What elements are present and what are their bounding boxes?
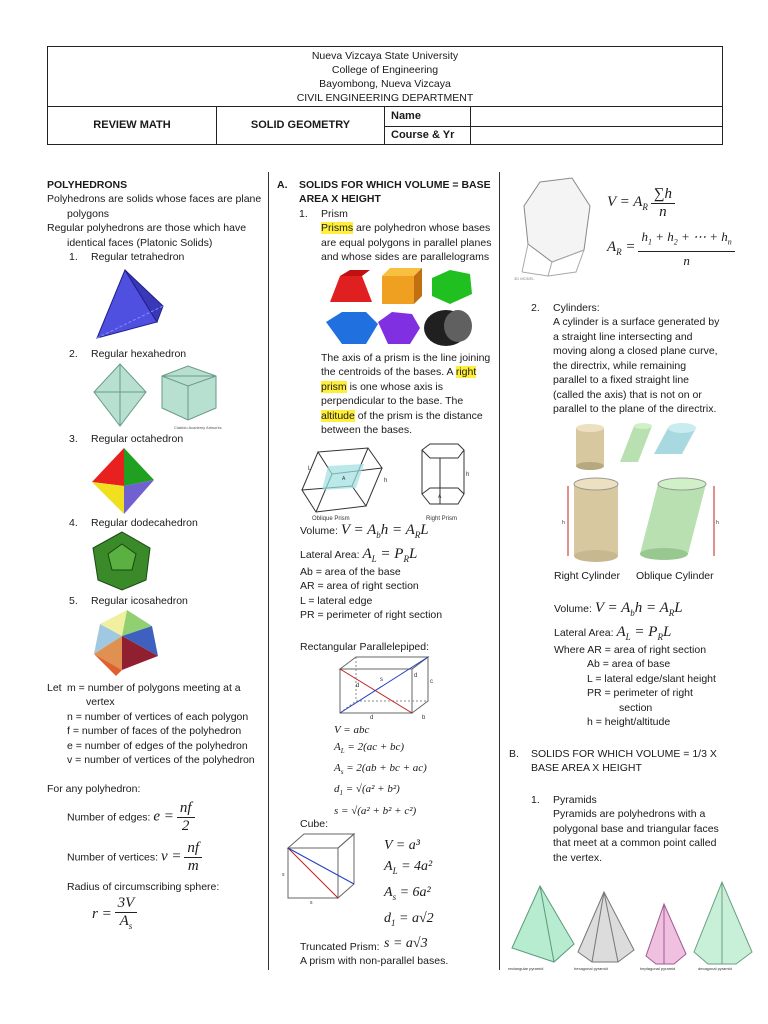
svg-text:Oblique Prism: Oblique Prism: [312, 516, 350, 522]
pyramid-section: 1. Pyramids Pyramids are polyhedrons with a polygonal base and triangular faces that meet at a common point called the vertex.: [531, 794, 719, 864]
svg-text:d: d: [370, 715, 374, 721]
cube-formulas: V = a³ $A_L = 4a^2$ $A_s = 6a^2$ $d_1 = a√2$ s = a√3: [384, 838, 434, 952]
svg-text:h: h: [384, 478, 388, 484]
tetrahedron-image: [95, 268, 165, 342]
right-cylinder-caption: Right Cylinder: [554, 570, 620, 582]
course-label: Course & Yr: [391, 129, 455, 142]
list-item: 5. Regular icosahedron: [69, 595, 188, 607]
hex-caption: Clabido Academy Artworks: [174, 425, 222, 430]
university-name: Nueva Vizcaya State University: [311, 50, 459, 62]
dodecahedron-image: [90, 530, 154, 592]
svg-text:L: L: [308, 466, 312, 472]
svg-text:s: s: [282, 872, 285, 878]
cylinder-lateral-area: Lateral Area: $A_L = P_RL$: [554, 624, 672, 642]
department: CIVIL ENGINEERING DEPARTMENT: [296, 92, 474, 104]
list-item: 3. Regular octahedron: [69, 433, 184, 445]
definition: Regular polyhedrons are those which have identical faces (Platonic Solids): [47, 222, 247, 249]
college-name: College of Engineering: [331, 64, 439, 76]
average-area: $A_R$ = $\frac{h_1 + h_2 + \cdots + h_n}{n}$: [607, 228, 735, 269]
3d-model-prism: [512, 176, 604, 280]
svg-text:3D MODEL: 3D MODEL: [514, 276, 535, 280]
svg-text:b: b: [422, 715, 426, 721]
pyramids-image: [508, 878, 754, 972]
list-item: 4. Regular dodecahedron: [69, 517, 198, 529]
radius-label: Radius of circumscribing sphere:: [67, 881, 220, 893]
let-block: Let m = number of polygons meeting at a vertex n = number of vertices of each polygon f = number of faces of the polyhedron e = number of edges of the polyhedron v = number of vertices of the polyhedron For any polyhedron:: [47, 681, 263, 796]
svg-text:Right Prism: Right Prism: [426, 516, 458, 522]
hexahedron-image: [90, 362, 224, 432]
rect-parallelepiped-title: Rectangular Parallelepiped:: [300, 641, 429, 653]
course-field[interactable]: [471, 127, 722, 146]
header-institution: [48, 47, 722, 107]
section-title: POLYHEDRONS: [47, 179, 128, 191]
column-prisms: A. SOLIDS FOR WHICH VOLUME = BASE AREA X HEIGHT 1. Prism Prisms are polyhedron whose bases are equal polygons in parallel planes and whose sides are parallelograms: [277, 179, 492, 264]
svg-text:c: c: [430, 679, 433, 685]
prism-shapes-image: [322, 266, 487, 350]
list-item: 2. Regular hexahedron: [69, 348, 187, 360]
for-any-label: For any polyhedron:: [47, 782, 141, 795]
svg-text:rectangular pyramid: rectangular pyramid: [508, 966, 544, 971]
oblique-cylinder-caption: Oblique Cylinder: [636, 570, 714, 582]
cube-title: Cube:: [300, 818, 329, 830]
svg-text:A: A: [438, 494, 442, 500]
icosahedron-image: [92, 608, 162, 678]
column-divider: [268, 172, 269, 970]
column-divider: [499, 172, 500, 970]
frustum-volume: $V = A_R$ $\frac{\sum h}{n}$: [607, 186, 675, 221]
cylinder-types-image: [572, 422, 700, 472]
svg-text:d: d: [356, 683, 360, 689]
subject-cell: REVIEW MATH: [48, 107, 217, 145]
svg-text:s: s: [310, 900, 313, 904]
svg-text:A: A: [342, 476, 346, 482]
svg-text:h: h: [562, 520, 565, 526]
name-field[interactable]: [471, 107, 722, 127]
radius-formula: r = $\frac{3V}{A_s}$: [92, 895, 137, 935]
definition: Polyhedrons are solids whose faces are plane polygons: [47, 193, 262, 220]
parallelepiped-diagram: [330, 655, 436, 723]
header-table: [47, 46, 723, 145]
location: Bayombong, Nueva Vizcaya: [319, 78, 451, 90]
cylinder-volume: Volume: $V = A_bh = A_RL$: [554, 600, 683, 618]
topic-cell: SOLID GEOMETRY: [217, 107, 385, 145]
svg-text:decagonal pyramid: decagonal pyramid: [698, 966, 732, 971]
truncated-prism: Truncated Prism: A prism with non-parallel bases.: [300, 941, 449, 968]
prism-definition: Prisms are polyhedron whose bases are equal polygons in parallel planes and whose sides are parallelograms: [321, 222, 492, 264]
svg-text:s: s: [380, 677, 383, 683]
list-item: 1. Regular tetrahedron: [69, 251, 185, 264]
oblique-right-prism-diagram: [298, 440, 474, 522]
cylinder-definitions: Where AR = area of right section Ab = area of base L = lateral edge/slant height PR = perimeter of right section h = height/altitude: [554, 644, 716, 729]
cube-diagram: [282, 832, 362, 904]
section-b-heading: B. SOLIDS FOR WHICH VOLUME = 1/3 X BASE AREA X HEIGHT: [509, 748, 717, 775]
svg-text:hexagonal pyramid: hexagonal pyramid: [574, 966, 608, 971]
svg-text:heptagonal pyramid: heptagonal pyramid: [640, 966, 676, 971]
svg-text:h: h: [716, 520, 719, 526]
column-polyhedrons: [47, 178, 263, 265]
cylinder-section: 2. Cylinders: A cylinder is a surface generated by a straight line intersecting and moving along a closed plane curve, the directrix, while remaining parallel to a fixed straight line (called the axis) that is not on or parallel to the plane of the directrix.: [531, 302, 720, 416]
vertices-formula: Number of vertices: v = $\frac{nf}{m}$: [67, 840, 202, 875]
right-oblique-cylinder-diagram: [556, 474, 724, 566]
edges-formula: Number of edges: e = $\frac{nf}{2}$: [67, 800, 195, 835]
name-label: Name: [385, 107, 470, 127]
parallelepiped-formulas: V = abc $A_L = 2(ac + bc)$ $A_s = 2(ab$ + bc + ac) $d_1 = √(a^2 + b^2)$ s = √(a² + b² + c²): [334, 724, 427, 817]
prism-definitions: Ab = area of the base AR = area of right section L = lateral edge PR = perimeter of right section: [300, 566, 443, 622]
prism-volume: Volume: $V = A_bh = A_RL$: [300, 522, 429, 540]
svg-text:d: d: [414, 673, 418, 679]
prism-lateral-area: Lateral Area: $A_L = P_RL$: [300, 546, 418, 564]
octahedron-image: [90, 446, 158, 516]
axis-paragraph: The axis of a prism is the line joining the centroids of the bases. A right prism is one whose axis is perpendicular to the base. The altitude of the prism is the distance between the bases.: [321, 352, 491, 437]
svg-text:h: h: [466, 472, 470, 478]
